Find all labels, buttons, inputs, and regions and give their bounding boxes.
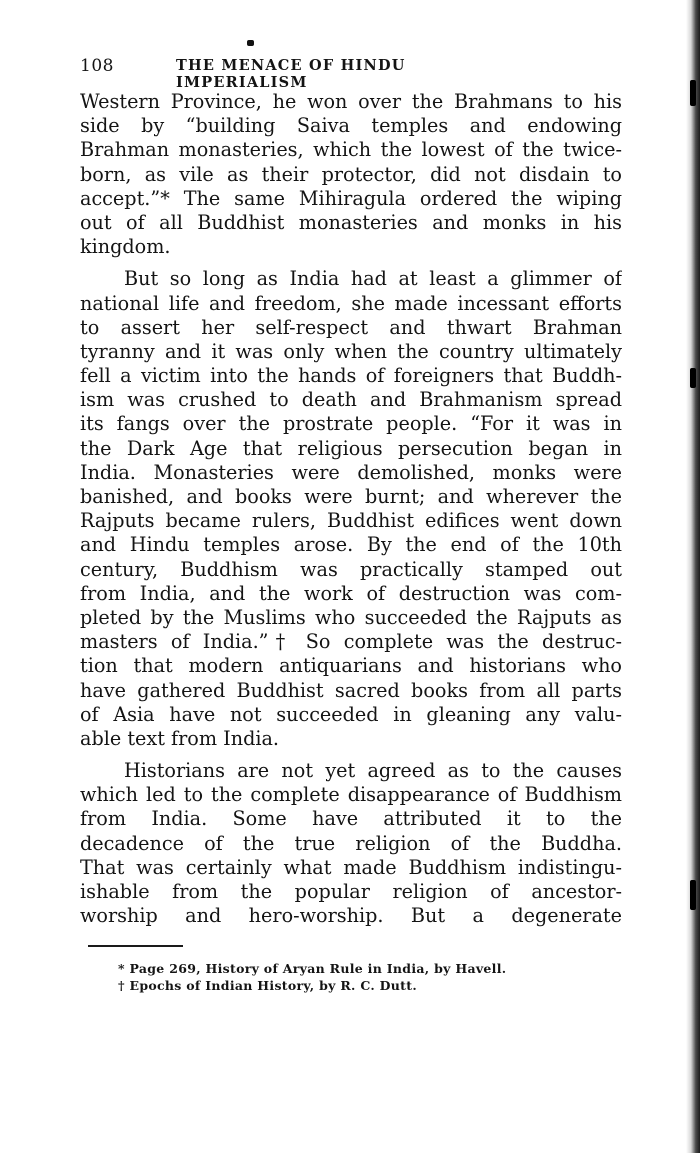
text-line: national life and freedom, she made incessant efforts (80, 291, 622, 315)
footnote: † Epochs of Indian History, by R. C. Dutt. (118, 978, 417, 993)
text-line: of Asia have not succeeded in gleaning any valu- (80, 702, 622, 726)
text-line: have gathered Buddhist sacred books from all parts (80, 678, 622, 702)
text-line: out of all Buddhist monasteries and monks in his (80, 210, 622, 234)
text-line: to assert her self-respect and thwart Brahman (80, 315, 622, 339)
ink-dot (247, 40, 254, 46)
text-line: masters of India.”† So complete was the destruc- (80, 630, 622, 654)
text-line: able text from India. (80, 726, 280, 750)
text-line: fell a victim into the hands of foreigners that Buddh- (80, 364, 622, 388)
text-line: Brahman monasteries, which the lowest of the twice- (80, 138, 622, 162)
running-title: THE MENACE OF HINDU IMPERIALISM (176, 57, 406, 91)
text-line: century, Buddhism was practically stamped out (80, 557, 622, 581)
text-line: India. Monasteries were demolished, monks were (80, 460, 622, 484)
text-line: banished, and books were burnt; and wherever the (80, 485, 622, 508)
text-line: from India, and the work of destruction was com- (80, 581, 622, 605)
text-line: its fangs over the prostrate people. “For it was in (80, 412, 622, 436)
footnote: * Page 269, History of Aryan Rule in India, by Havell. (118, 961, 507, 976)
page-edge-mark (690, 80, 696, 106)
text-line: and Hindu temples arose. By the end of the 10th (80, 533, 622, 557)
page-edge-shadow (686, 0, 700, 1153)
text-line: pleted by the Muslims who succeeded the Rajputs as (80, 605, 622, 629)
text-line: tion that modern antiquarians and historians who (80, 654, 622, 678)
text-line: kingdom. (80, 235, 171, 259)
text-line: decadence of the true religion of the Buddha. (80, 831, 622, 855)
footnote-rule (88, 945, 183, 947)
page-header (80, 56, 540, 91)
text-line: ishable from the popular religion of ancestor- (80, 880, 622, 903)
text-line: from India. Some have attributed it to the (80, 807, 622, 831)
body-text (80, 90, 622, 936)
text-line: which led to the complete disappearance of Buddhism (80, 783, 622, 807)
page-edge-mark (690, 880, 696, 910)
page-number: 108 (80, 56, 114, 76)
text-line: side by “building Saiva temples and endowing (80, 114, 622, 138)
text-line: Historians are not yet agreed as to the causes (124, 759, 622, 783)
text-line: the Dark Age that religious persecution began in (80, 436, 622, 460)
footnotes (118, 960, 548, 994)
text-line: Western Province, he won over the Brahmans to his (80, 90, 622, 113)
paragraph (80, 267, 622, 751)
text-line: But so long as India had at least a glimmer of (124, 267, 622, 291)
text-line: That was certainly what made Buddhism indistingu- (80, 855, 622, 879)
paragraph (80, 759, 622, 928)
text-line: born, as vile as their protector, did not disdain to (80, 162, 622, 186)
paragraph (80, 90, 622, 259)
page-edge-mark (690, 368, 696, 388)
text-line: accept.”* The same Mihiragula ordered the wiping (80, 186, 622, 210)
text-line: ism was crushed to death and Brahmanism spread (80, 388, 622, 412)
text-line: Rajputs became rulers, Buddhist edifices went down (80, 509, 622, 533)
text-line: worship and hero-worship. But a degenerate (80, 904, 622, 928)
text-line: tyranny and it was only when the country ultimately (80, 339, 622, 363)
